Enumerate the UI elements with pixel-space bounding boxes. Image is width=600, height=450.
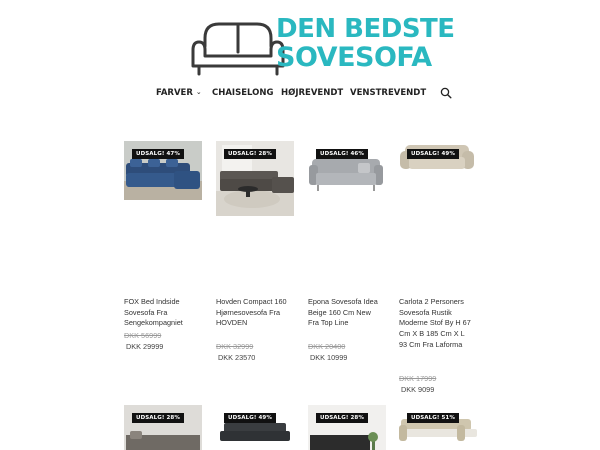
product-image[interactable] [216, 405, 294, 450]
nav-item-label: FARVER [156, 88, 193, 98]
sale-badge: UDSALG! 47% [132, 149, 184, 159]
sale-badge: UDSALG! 51% [407, 413, 459, 423]
price [124, 331, 198, 349]
sale-price: DKK 9099 [401, 384, 435, 392]
price [216, 342, 290, 360]
sale-price: DKK 10999 [310, 352, 348, 360]
old-price: DKK 56999 [124, 331, 162, 340]
main-nav [0, 88, 600, 102]
sale-price: DKK 29999 [126, 341, 164, 349]
sale-badge: UDSALG! 28% [316, 413, 368, 423]
brand-line-2[interactable]: SOVESOFA [276, 42, 432, 73]
chevron-down-icon: ⌄ [195, 88, 202, 96]
nav-item-farver[interactable] [156, 88, 202, 98]
price [308, 342, 382, 360]
sale-badge: UDSALG! 49% [407, 149, 459, 159]
search-icon[interactable] [440, 87, 452, 99]
product-title[interactable]: Epona Sovesofa Idea Beige 160 Cm New Fra Top Line [308, 297, 378, 328]
product-image[interactable] [124, 405, 202, 450]
sale-price: DKK 23570 [218, 352, 256, 360]
nav-item-venstrevendt[interactable]: VENSTREVENDT [350, 88, 427, 98]
product-title[interactable]: Carlota 2 Personers Sovesofa Rustik Moderne Stof By H 67 Cm X B 185 Cm X L 93 Cm Fra Laforma [399, 297, 471, 349]
sale-badge: UDSALG! 28% [224, 149, 276, 159]
price [399, 374, 473, 392]
old-price: DKK 20400 [308, 342, 346, 351]
old-price: DKK 32999 [216, 342, 254, 351]
product-title[interactable]: Hovden Compact 160 Hjørnesovesofa Fra HOVDEN [216, 297, 287, 328]
sale-badge: UDSALG! 49% [224, 413, 276, 423]
nav-item-chaiselong[interactable]: CHAISELONG [212, 88, 274, 98]
sale-badge: UDSALG! 28% [132, 413, 184, 423]
product-title[interactable]: FOX Bed Indside Sovesofa Fra Sengekompagniet [124, 297, 183, 328]
brand-line-1[interactable]: DEN BEDSTE [276, 14, 455, 44]
sale-badge: UDSALG! 46% [316, 149, 368, 159]
product-image[interactable] [399, 405, 477, 450]
product-image[interactable] [308, 405, 386, 450]
old-price: DKK 17999 [399, 374, 437, 383]
nav-item-hojrevendt[interactable]: HØJREVENDT [281, 88, 344, 98]
